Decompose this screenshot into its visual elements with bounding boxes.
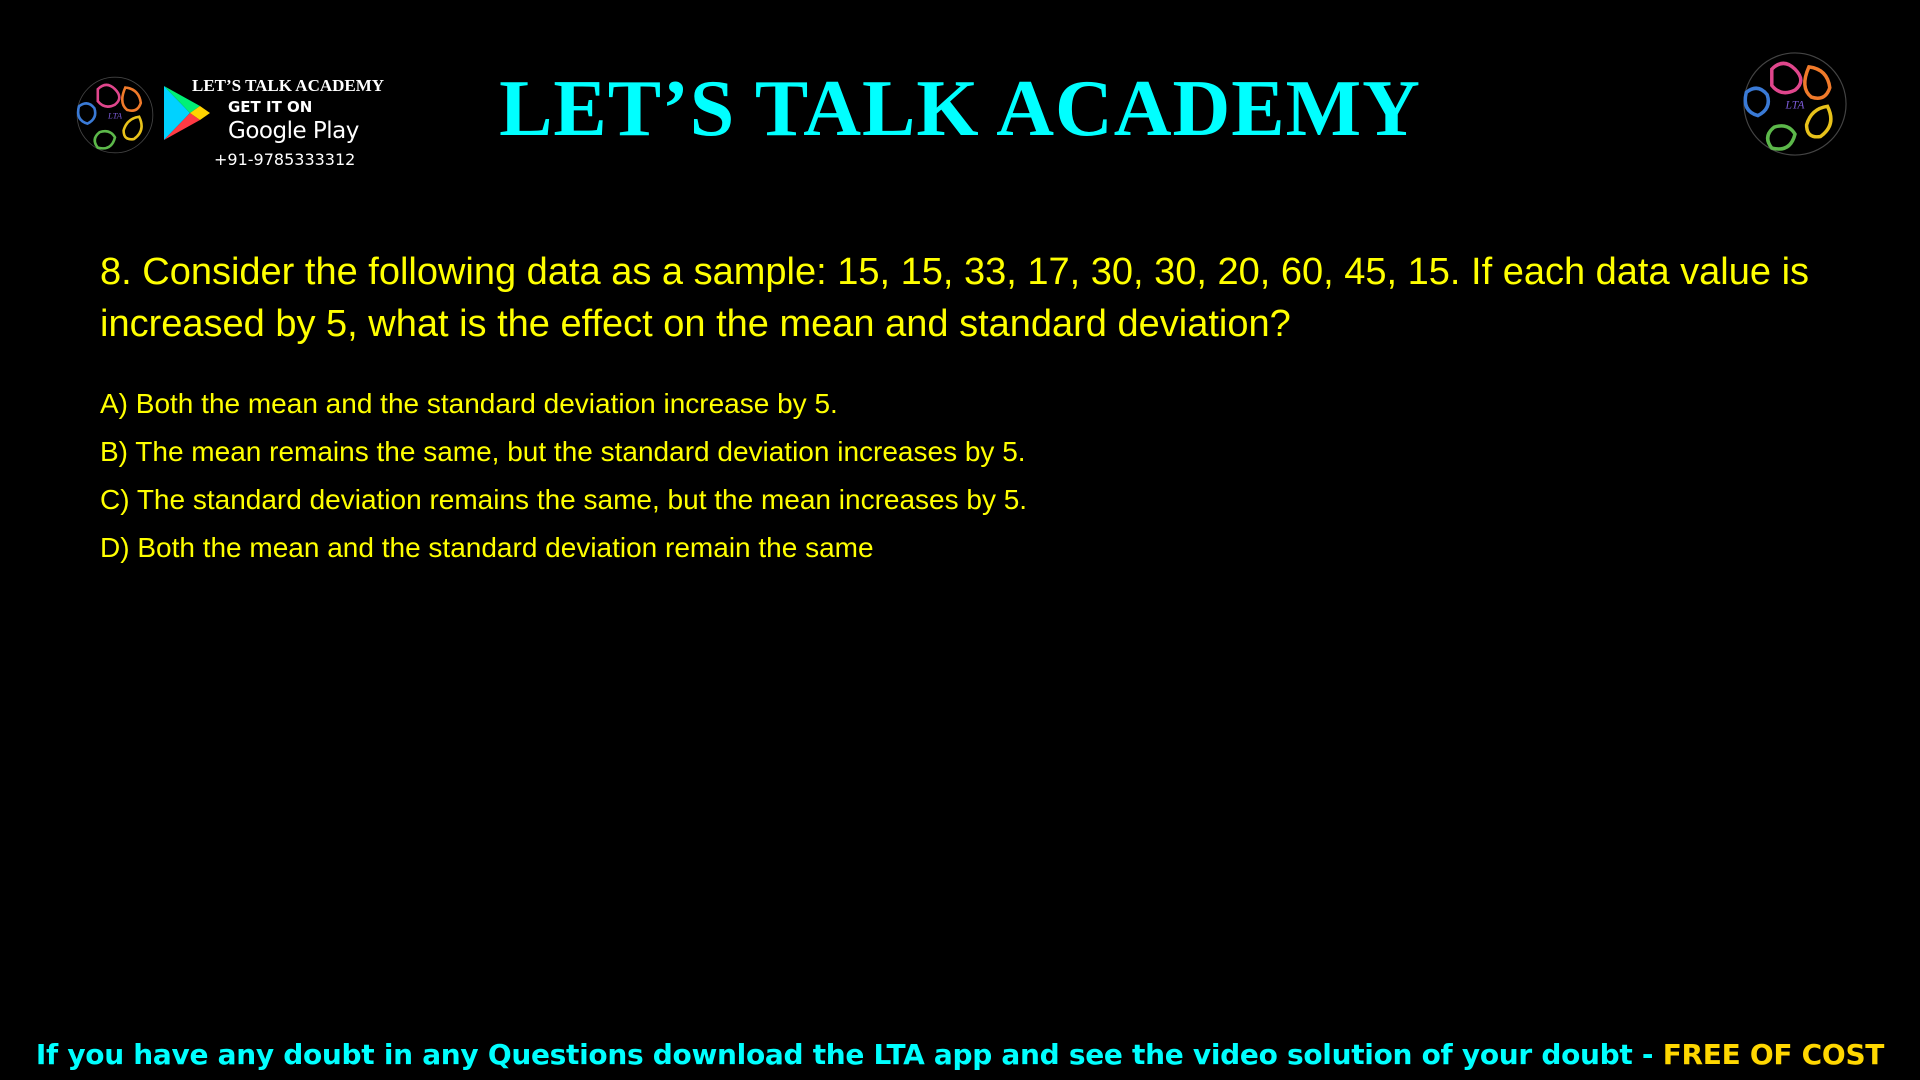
- answer-options: [100, 380, 1027, 572]
- lta-logo-right-icon: [1737, 46, 1853, 162]
- footer-banner: [0, 1038, 1920, 1071]
- svg-text:LTA: LTA: [108, 110, 122, 121]
- footer-message: If you have any doubt in any Questions download the LTA app and see the video solution of your doubt -: [35, 1038, 1663, 1071]
- footer-highlight: FREE OF COST: [1662, 1038, 1885, 1071]
- svg-text:LTA: LTA: [1785, 98, 1805, 112]
- badge-academy-name: LET’S TALK ACADEMY: [192, 76, 385, 95]
- option-d[interactable]: D) Both the mean and the standard deviation remain the same: [100, 532, 874, 563]
- option-a[interactable]: A) Both the mean and the standard deviation increase by 5.: [100, 388, 838, 419]
- page-title: LET’S TALK ACADEMY: [499, 65, 1421, 153]
- question-text: 8. Consider the following data as a sample: 15, 15, 33, 17, 30, 30, 20, 60, 45, 15. If each data value is increased by 5, what is the effect on the mean and standard deviation?: [100, 251, 1810, 345]
- badge-get-it-on: GET IT ON: [228, 98, 313, 116]
- badge-store-name: Google Play: [228, 118, 359, 144]
- badge-phone-number: +91-9785333312: [214, 150, 356, 169]
- option-b[interactable]: B) The mean remains the same, but the standard deviation increases by 5.: [100, 436, 1026, 467]
- option-c[interactable]: C) The standard deviation remains the same, but the mean increases by 5.: [100, 484, 1028, 515]
